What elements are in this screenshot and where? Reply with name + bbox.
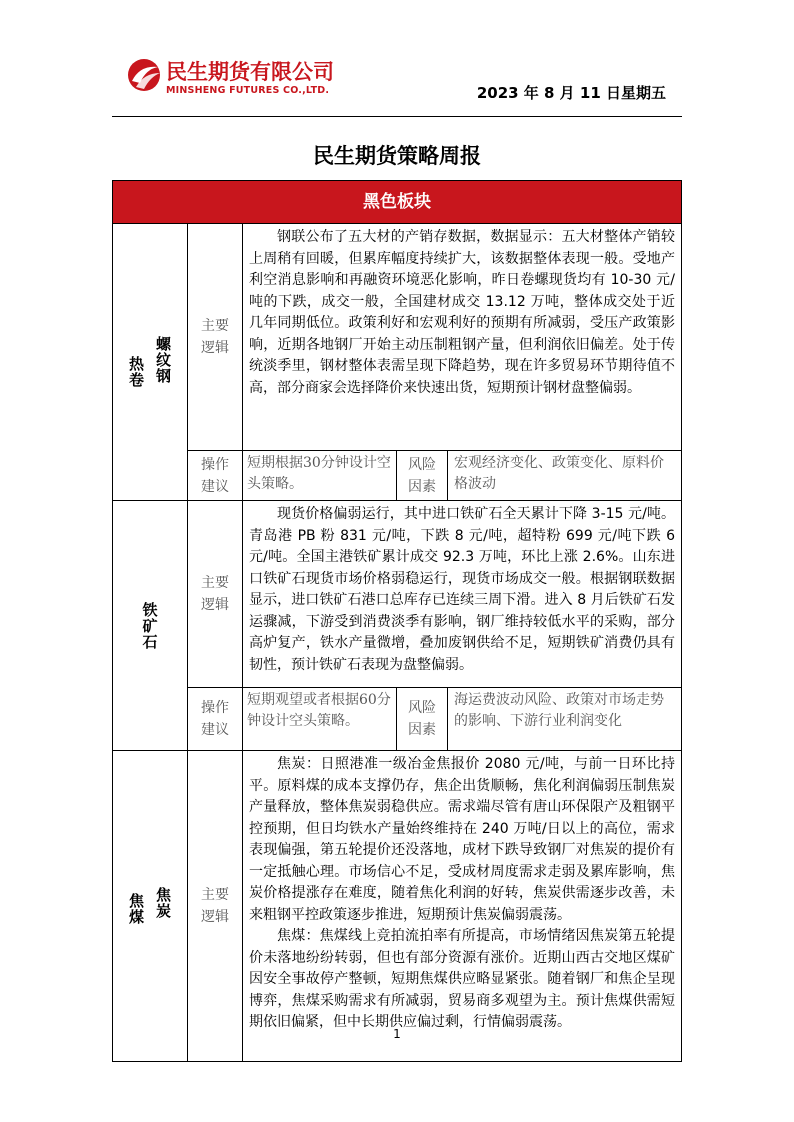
table-row-rebar-hrc — [113, 224, 681, 501]
risk-label: 风险因素 — [397, 451, 448, 500]
strategy-table — [112, 180, 682, 1062]
table-row-iron-ore — [113, 501, 681, 751]
category-hrc: 热卷 — [127, 356, 145, 388]
ops-label: 操作建议 — [188, 688, 243, 750]
section-header: 黑色板块 — [113, 181, 681, 224]
category-cell — [113, 751, 188, 1061]
header-divider — [112, 116, 682, 117]
logic-text: 现货价格偏弱运行，其中进口铁矿石全天累计下降 3-15 元/吨。青岛港 PB 粉 831 元/吨，下跌 8 元/吨，超特粉 699 元/吨下跌 6 元/吨。全国主港铁矿累计成交 92.3 万吨，环比上涨 2.6%。山东进口铁矿石现货市场价格弱稳运行，现货市场成交一般。根据钢联数据显示，进口铁矿石港口总库存已连续三周下滑。进入 8 月后铁矿石发运骤减，下游受到消费淡季有影响，钢厂维持较低水平的采购，部分高炉复产，铁水产量微增，叠加废钢供给不足，短期铁矿消费仍具有韧性，预计铁矿石表现为盘整偏弱。 — [249, 506, 675, 673]
logo-icon — [126, 57, 162, 93]
logic-label: 主要逻辑 — [188, 751, 243, 1061]
page-number: 1 — [393, 1027, 401, 1041]
logic-text: 焦炭：日照港准一级冶金焦报价 2080 元/吨，与前一日环比持平。原料煤的成本支撑仍存，焦企出货顺畅，焦化利润偏弱压制焦炭产量释放，整体焦炭弱稳供应。需求端尽管有唐山环保限产及粗钢平控预期，但日均铁水产量始终维持在 240 万吨/日以上的高位，需求表现偏强，第五轮提价还没落地，成材下跌导致钢厂对焦炭的提价有一定抵触心理。市场信心不足，受成材周度需求走弱及累库影响，焦炭价格提涨存在难度，随着焦化利润的好转，焦炭供需逐步改善，未来粗钢平控政策逐步推进，短期预计焦炭偏弱震荡。 焦煤：焦煤线上竞拍流拍率有所提高，市场情绪因焦炭第五轮提价未落地纷纷转弱，但也有部分资源有涨价。近期山西古交地区煤矿因安全事故停产整顿，短期焦煤供应略显紧张。随着钢厂和焦企呈现博弈，焦煤采购需求有所减弱，贸易商多观望为主。预计焦煤供需短期依旧偏紧，但中长期供应偏过剩，行情偏弱震荡。 — [249, 756, 675, 1030]
category-iron-ore: 铁矿石 — [140, 601, 159, 650]
report-date: 2023 年 8 月 11 日星期五 — [476, 84, 666, 102]
risk-label: 风险因素 — [397, 688, 448, 750]
category-cell — [113, 224, 188, 500]
ops-label: 操作建议 — [188, 451, 243, 500]
ops-advice: 短期根据30分钟设计空头策略。 — [243, 451, 397, 500]
risk-factors: 海运费波动风险、政策对市场走势的影响、下游行业利润变化 — [454, 692, 664, 729]
logic-label: 主要逻辑 — [188, 224, 243, 450]
risk-factors: 宏观经济变化、政策变化、原料价格波动 — [454, 455, 664, 492]
logic-label: 主要逻辑 — [188, 501, 243, 687]
category-cell — [113, 501, 188, 750]
logic-text: 钢联公布了五大材的产销存数据，数据显示：五大材整体产销较上周稍有回暖，但累库幅度持续扩大，该数据整体表现一般。受地产利空消息影响和再融资环境恶化影响，昨日卷螺现货均有 10-30 元/吨的下跌，成交一般，全国建材成交 13.12 万吨，整体成交处于近几年同期低位。政策利好和宏观利好的预期有所减弱，受压产政策影响，近期各地钢厂开始主动压制粗钢产量，但利润依旧偏差。处于传统淡季里，钢材整体表需呈现下降趋势，现在许多贸易环节期待值不高，部分商家会选择降价来快速出货，短期预计钢材盘整偏弱。 — [249, 229, 675, 396]
company-name-en: MINSHENG FUTURES CO.,LTD. — [166, 85, 330, 96]
page-title: 民生期货策略周报 — [313, 144, 481, 168]
company-name-cn: 民生期货有限公司 — [166, 60, 334, 84]
category-coking-coal: 焦煤 — [127, 893, 145, 925]
category-rebar: 螺纹钢 — [154, 336, 172, 384]
company-logo — [126, 55, 366, 100]
ops-advice: 短期观望或者根据60分钟设计空头策略。 — [243, 688, 397, 750]
table-row-coke-coal — [113, 751, 681, 1061]
category-coke: 焦炭 — [154, 887, 172, 919]
